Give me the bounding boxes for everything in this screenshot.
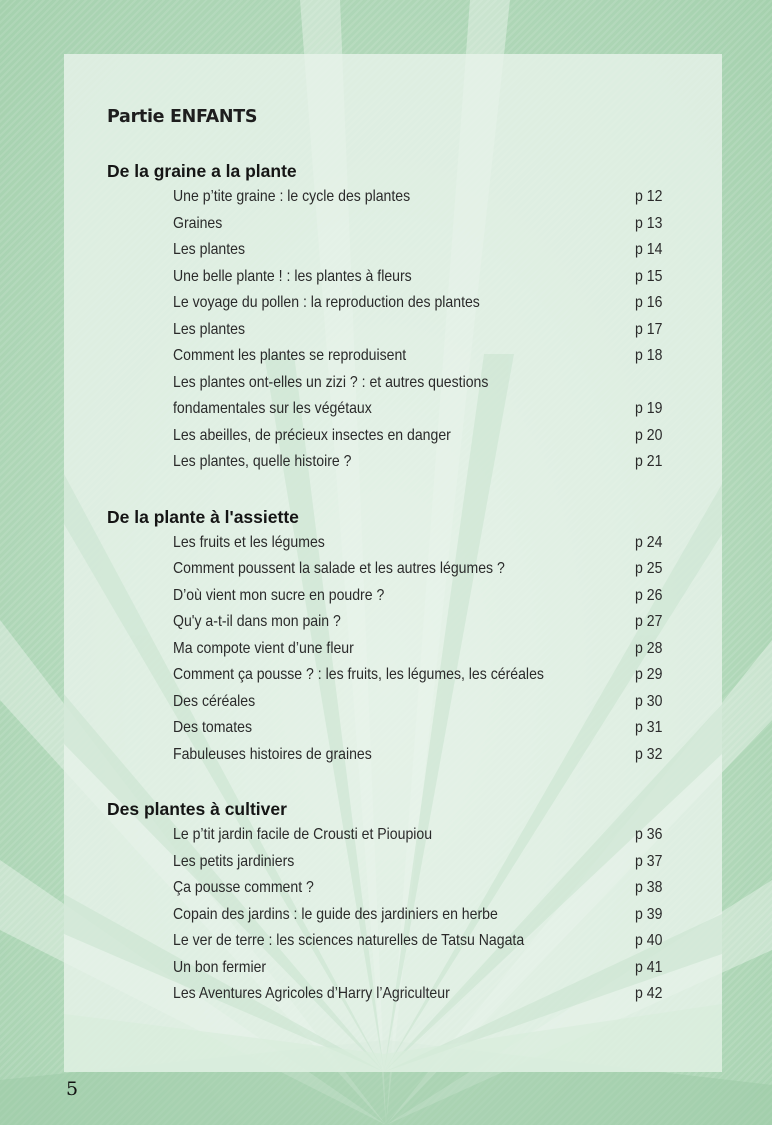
toc-entry-page: p 25 xyxy=(635,560,663,577)
section-graine xyxy=(107,158,677,476)
toc-entry-page: p 13 xyxy=(635,214,663,232)
toc-entry xyxy=(107,423,677,450)
section-title: De la graine a la plante xyxy=(107,161,297,181)
toc-entry-title: Comment ça pousse ? : les fruits, les légumes, les céréales xyxy=(173,666,544,683)
toc-entry xyxy=(107,290,677,317)
table-of-contents xyxy=(107,104,677,1008)
toc-entry xyxy=(107,981,677,1008)
toc-entry xyxy=(107,184,677,211)
part-title: Partie ENFANTS xyxy=(107,107,258,127)
toc-entry xyxy=(107,955,677,982)
toc-entry-page: p 41 xyxy=(635,958,663,976)
toc-entry-page: p 18 xyxy=(635,347,663,364)
toc-entry-title: Le voyage du pollen : la reproduction des plantes xyxy=(173,294,480,311)
toc-entry-title: Les petits jardiniers xyxy=(173,852,295,870)
toc-entry xyxy=(107,264,677,291)
toc-entry-page: p 19 xyxy=(635,400,663,417)
toc-entry-page: p 30 xyxy=(635,692,663,710)
toc-entry-page: p 20 xyxy=(635,426,663,444)
toc-entry-page: p 21 xyxy=(635,453,663,470)
toc-entry-title: Les fruits et les légumes xyxy=(173,533,325,551)
toc-entry xyxy=(107,343,677,370)
toc-entry-title: Copain des jardins : le guide des jardiniers en herbe xyxy=(173,905,498,923)
toc-entry xyxy=(107,928,677,955)
toc-entry-title: Ma compote vient d’une fleur xyxy=(173,639,354,657)
toc-entry-page: p 28 xyxy=(635,639,663,657)
toc-entry-page: p 42 xyxy=(635,985,663,1002)
toc-entry xyxy=(107,317,677,344)
contents-panel xyxy=(64,54,722,1072)
section-cultiver xyxy=(107,796,677,1008)
toc-entry xyxy=(107,396,677,423)
section-title: Des plantes à cultiver xyxy=(107,799,287,819)
toc-entry-title: Des tomates xyxy=(173,719,253,736)
toc-entry xyxy=(107,822,677,849)
toc-entry-title: Fabuleuses histoires de graines xyxy=(173,745,372,763)
toc-entry xyxy=(107,530,677,557)
toc-entry-page: p 39 xyxy=(635,905,663,923)
toc-entry-title: Des céréales xyxy=(173,692,256,710)
toc-entry-page: p 16 xyxy=(635,294,663,311)
toc-entry xyxy=(107,237,677,264)
toc-entry-page: p 32 xyxy=(635,745,663,763)
toc-entry-page: p 24 xyxy=(635,533,663,551)
toc-entry-page: p 14 xyxy=(635,241,663,258)
toc-entry-title: Le p’tit jardin facile de Crousti et Pioupiou xyxy=(173,826,433,843)
toc-entry-title: Les plantes ont-elles un zizi ? : et autres questions xyxy=(173,373,489,391)
toc-entry-title: Les Aventures Agricoles d’Harry l’Agriculteur xyxy=(173,985,450,1002)
toc-entry-page: p 31 xyxy=(635,719,663,736)
toc-entry xyxy=(107,875,677,902)
toc-entry xyxy=(107,689,677,716)
toc-entry-title: D’où vient mon sucre en poudre ? xyxy=(173,586,385,604)
toc-entry xyxy=(107,370,677,397)
toc-entry-title: Comment poussent la salade et les autres légumes ? xyxy=(173,560,505,577)
toc-entry-page: p 29 xyxy=(635,666,663,683)
toc-entry-title: Graines xyxy=(173,214,223,232)
toc-entry-title: Les abeilles, de précieux insectes en danger xyxy=(173,426,451,444)
toc-entry xyxy=(107,449,677,476)
toc-entry-title: Une belle plante ! : les plantes à fleurs xyxy=(173,267,412,285)
section-assiette xyxy=(107,504,677,769)
toc-entry-title: Les plantes, quelle histoire ? xyxy=(173,453,352,470)
toc-entry-title: Qu'y a-t-il dans mon pain ? xyxy=(173,613,341,630)
toc-entry-page: p 12 xyxy=(635,188,663,205)
toc-entry-title: Les plantes xyxy=(173,241,246,258)
toc-entry xyxy=(107,556,677,583)
section-title: De la plante à l'assiette xyxy=(107,506,299,527)
toc-entry xyxy=(107,849,677,876)
toc-entry-page: p 26 xyxy=(635,586,663,604)
toc-entry xyxy=(107,742,677,769)
toc-entry xyxy=(107,662,677,689)
toc-entry-page: p 40 xyxy=(635,932,663,949)
toc-entry-title: Une p’tite graine : le cycle des plantes xyxy=(173,188,411,205)
toc-entry xyxy=(107,609,677,636)
toc-entry xyxy=(107,715,677,742)
toc-entry-title: Ça pousse comment ? xyxy=(173,879,314,896)
toc-entry-page: p 37 xyxy=(635,852,663,870)
toc-entry xyxy=(107,211,677,238)
toc-entry-title: Le ver de terre : les sciences naturelles de Tatsu Nagata xyxy=(173,932,525,949)
toc-entry-page: p 27 xyxy=(635,613,663,630)
toc-entry-page: p 38 xyxy=(635,879,663,896)
toc-entry-page: p 15 xyxy=(635,267,663,285)
toc-entry xyxy=(107,636,677,663)
toc-entry-title: Les plantes xyxy=(173,320,246,338)
page-number: 5 xyxy=(66,1078,79,1100)
toc-entry-page: p 17 xyxy=(635,320,663,338)
toc-entry-title: Un bon fermier xyxy=(173,958,267,976)
toc-entry-title: fondamentales sur les végétaux xyxy=(173,400,372,417)
toc-entry xyxy=(107,902,677,929)
toc-entry-page: p 36 xyxy=(635,826,663,843)
toc-entry-title: Comment les plantes se reproduisent xyxy=(173,347,407,364)
toc-entry xyxy=(107,583,677,610)
